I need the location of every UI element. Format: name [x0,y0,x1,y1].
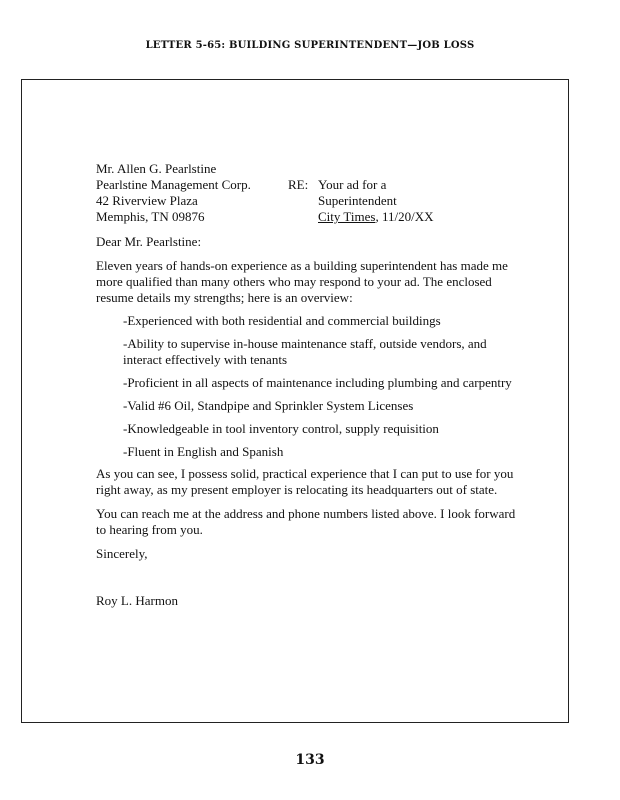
re-label: RE: [288,177,309,192]
re-line-3 [318,209,433,225]
page-number: 133 [295,752,325,768]
salutation: Dear Mr. Pearlstine: [96,234,202,249]
list-item: -Fluent in English and Spanish [123,444,284,459]
experience-paragraph: As you can see, I possess solid, practical experience that I can put to use for you right away, as my present employer is relocating its headquarters out of state. [96,466,514,497]
recipient-street: 42 Riverview Plaza [96,193,198,208]
list-item: -Proficient in all aspects of maintenance including plumbing and carpentry [123,375,512,390]
recipient-address [96,161,251,225]
list-item: -Ability to supervise in-house maintenance staff, outside vendors, and interact effectively with tenants [123,336,487,367]
strengths-list [123,313,516,460]
intro-paragraph: Eleven years of hands-on experience as a building superintendent has made me more qualified than many others who may respond to your ad. The enclosed resume details my strengths; here is an overview: [96,258,508,305]
recipient-company: Pearlstine Management Corp. [96,177,251,192]
page-header: LETTER 5-65: BUILDING SUPERINTENDENT—JOB LOSS [145,40,475,51]
re-reference [318,177,433,225]
closing: Sincerely, [96,546,148,561]
recipient-name: Mr. Allen G. Pearlstine [96,161,217,176]
list-item: -Knowledgeable in tool inventory control, supply requisition [123,421,439,436]
contact-paragraph: You can reach me at the address and phone numbers listed above. I look forward to hearing from you. [96,506,516,537]
re-publication: City Times [318,209,376,224]
letter-body [96,161,516,609]
re-date: , 11/20/XX [375,209,434,224]
re-line-1: Your ad for a [318,177,387,192]
re-line-2: Superintendent [318,193,397,208]
list-item: -Experienced with both residential and commercial buildings [123,313,441,328]
recipient-city: Memphis, TN 09876 [96,209,205,224]
signature-name: Roy L. Harmon [96,593,178,608]
list-item: -Valid #6 Oil, Standpipe and Sprinkler System Licenses [123,398,414,413]
address-block [96,161,516,225]
